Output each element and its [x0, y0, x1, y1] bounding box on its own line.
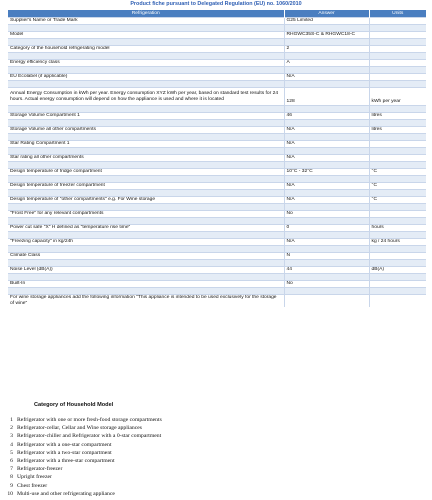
list-item-number: 8	[10, 474, 13, 481]
row-label: Noise Level (dB(A))	[8, 267, 284, 274]
list-item-text: Refrigerator with a one-star compartment	[17, 441, 112, 448]
table-row	[8, 253, 426, 260]
list-item	[6, 465, 336, 473]
row-label: Power cut safe "X" H defined as "temperature rise time"	[8, 225, 284, 232]
list-item-text: Multi-use and other refrigerating appliance	[17, 490, 115, 497]
row-label: "Frost Free" for any relevant compartments	[8, 211, 284, 218]
table-row	[8, 32, 426, 39]
table-row	[8, 211, 426, 218]
row-unit: litres	[369, 127, 426, 134]
row-answer	[284, 176, 369, 183]
row-answer	[284, 39, 369, 46]
row-answer: N/A	[284, 74, 369, 81]
row-label: Climate Class	[8, 253, 284, 260]
row-answer: RHGWC35S-C & RHGWC18-C	[284, 32, 369, 39]
category-section-title: Category of Household Model	[34, 402, 114, 408]
row-answer: 44	[284, 267, 369, 274]
list-item-number: 4	[10, 441, 13, 448]
table-row	[8, 267, 426, 274]
table-row	[8, 183, 426, 190]
row-label: Storage Volume all other compartments	[8, 127, 284, 134]
row-answer	[284, 190, 369, 197]
table-row	[8, 246, 426, 253]
list-item-number: 6	[10, 458, 13, 465]
row-label	[8, 232, 284, 239]
row-answer	[284, 218, 369, 225]
list-item-text: Refrigerator-freezer	[17, 466, 63, 473]
table-row	[8, 190, 426, 197]
row-unit	[369, 81, 426, 88]
product-fiche-table	[8, 10, 426, 307]
row-answer	[284, 81, 369, 88]
table-row	[8, 162, 426, 169]
row-unit	[369, 39, 426, 46]
row-label	[8, 176, 284, 183]
row-unit	[369, 25, 426, 32]
row-answer: N/A	[284, 183, 369, 190]
row-answer	[284, 120, 369, 127]
table-row	[8, 46, 426, 53]
row-answer	[284, 246, 369, 253]
row-label	[8, 39, 284, 46]
row-answer	[284, 295, 369, 308]
list-item-number: 2	[10, 425, 13, 432]
header-refrigeration: Refrigeration	[8, 10, 284, 18]
row-unit	[369, 274, 426, 281]
row-answer: N/A	[284, 141, 369, 148]
row-label: Star Rating Compartment 1	[8, 141, 284, 148]
row-unit	[369, 155, 426, 162]
table-row	[8, 81, 426, 88]
row-unit: dB(A)	[369, 267, 426, 274]
row-answer: N/A	[284, 155, 369, 162]
header-answer: Answer	[284, 10, 369, 18]
row-label	[8, 120, 284, 127]
row-label	[8, 106, 284, 113]
row-unit: °C	[369, 183, 426, 190]
row-unit	[369, 46, 426, 53]
row-label: Model	[8, 32, 284, 39]
row-label	[8, 204, 284, 211]
row-answer: N/A	[284, 239, 369, 246]
list-item-text: Upright freezer	[17, 474, 52, 481]
table-row	[8, 148, 426, 155]
table-row	[8, 88, 426, 106]
list-item-text: Refrigerator-chiller and Refrigerator with a 0-star compartment	[17, 433, 162, 440]
category-list	[6, 416, 336, 498]
row-unit: litres	[369, 113, 426, 120]
list-item	[6, 490, 336, 498]
row-label: Design temperature of fridge compartment	[8, 169, 284, 176]
list-item-number: 3	[10, 433, 13, 440]
list-item-number: 1	[10, 417, 13, 423]
table-row	[8, 74, 426, 81]
table-row	[8, 67, 426, 74]
row-answer	[284, 260, 369, 267]
row-answer	[284, 67, 369, 74]
list-item-text: Refrigerator with one or more fresh-food storage compartments	[17, 417, 162, 423]
row-answer: N/A	[284, 197, 369, 204]
row-unit	[369, 74, 426, 81]
row-answer: 10°C - 32°C	[284, 169, 369, 176]
list-item-text: Chest freezer	[17, 482, 48, 489]
page-title: Product fiche pursuant to Delegated Regulation (EU) no. 1060/2010	[130, 1, 302, 7]
list-item	[6, 482, 336, 490]
list-item-text: Refrigerator with a three-star compartment	[17, 458, 115, 465]
row-unit: kWh per year	[369, 88, 426, 106]
row-unit	[369, 18, 426, 25]
table-row	[8, 134, 426, 141]
row-label: For wine storage appliances add the following information "This appliance is intended to be used exclusively for the storage of wine"	[8, 295, 284, 308]
row-unit	[369, 141, 426, 148]
table-header-row	[8, 10, 426, 18]
row-unit	[369, 295, 426, 308]
row-unit	[369, 211, 426, 218]
row-answer: A	[284, 60, 369, 67]
row-answer: 128	[284, 88, 369, 106]
row-answer	[284, 162, 369, 169]
row-unit	[369, 253, 426, 260]
table-row	[8, 155, 426, 162]
row-unit	[369, 60, 426, 67]
row-label: Supplier's Name or Trade Mark	[8, 18, 284, 25]
row-label	[8, 288, 284, 295]
row-unit	[369, 288, 426, 295]
list-item-number: 9	[10, 482, 13, 489]
row-label: Category of the household refrigerating model	[8, 46, 284, 53]
row-label	[8, 148, 284, 155]
row-label: Built-In	[8, 281, 284, 288]
row-label	[8, 81, 284, 88]
row-label	[8, 260, 284, 267]
list-item	[6, 449, 336, 457]
row-answer: No	[284, 211, 369, 218]
row-answer	[284, 148, 369, 155]
row-unit	[369, 281, 426, 288]
list-item-text: Refrigerator-cellar, Cellar and Wine storage appliances	[17, 425, 143, 432]
row-answer: 0	[284, 225, 369, 232]
row-label	[8, 218, 284, 225]
row-answer	[284, 274, 369, 281]
row-answer	[284, 204, 369, 211]
table-row	[8, 197, 426, 204]
table-row	[8, 18, 426, 25]
row-unit	[369, 120, 426, 127]
row-label	[8, 134, 284, 141]
table-row	[8, 225, 426, 232]
table-body	[8, 18, 426, 308]
row-label	[8, 53, 284, 60]
row-unit	[369, 162, 426, 169]
row-label: Design temperature of freezer compartment	[8, 183, 284, 190]
table-row	[8, 232, 426, 239]
table-row	[8, 53, 426, 60]
table-row	[8, 120, 426, 127]
table-row	[8, 127, 426, 134]
row-unit	[369, 260, 426, 267]
row-answer: No	[284, 281, 369, 288]
table-row	[8, 274, 426, 281]
header-units: Units	[369, 10, 426, 18]
table-row	[8, 281, 426, 288]
row-label: Storage Volume Compartment 1	[8, 113, 284, 120]
row-answer	[284, 53, 369, 60]
list-item-number: 5	[10, 449, 13, 456]
row-answer	[284, 232, 369, 239]
table-row	[8, 113, 426, 120]
row-unit	[369, 32, 426, 39]
row-label	[8, 274, 284, 281]
row-answer: N/A	[284, 127, 369, 134]
row-label	[8, 67, 284, 74]
list-item	[6, 416, 336, 424]
row-unit	[369, 67, 426, 74]
table-row	[8, 295, 426, 308]
list-item	[6, 457, 336, 465]
list-item-number: 10	[7, 490, 13, 497]
row-unit	[369, 106, 426, 113]
row-unit	[369, 190, 426, 197]
list-item	[6, 473, 336, 481]
list-item	[6, 424, 336, 432]
row-unit	[369, 246, 426, 253]
row-label: EU Ecolabel (if applicable)	[8, 74, 284, 81]
row-label: "Freezing capacity" in kg/24h	[8, 239, 284, 246]
list-item-number: 7	[10, 466, 13, 473]
list-item-text: Refrigerator with a two-star compartment	[17, 449, 112, 456]
row-answer	[284, 25, 369, 32]
row-unit	[369, 232, 426, 239]
row-label	[8, 246, 284, 253]
row-unit	[369, 148, 426, 155]
row-unit: kg / 24 hours	[369, 239, 426, 246]
table-row	[8, 106, 426, 113]
table-row	[8, 25, 426, 32]
row-answer: N	[284, 253, 369, 260]
row-unit	[369, 176, 426, 183]
row-label	[8, 190, 284, 197]
table-row	[8, 239, 426, 246]
row-unit: hours	[369, 225, 426, 232]
row-label: Star rating all other compartments	[8, 155, 284, 162]
table-row	[8, 141, 426, 148]
row-label: Design temperature of "other compartments" e.g. For Wine storage	[8, 197, 284, 204]
table-row	[8, 260, 426, 267]
row-unit: °C	[369, 169, 426, 176]
row-answer	[284, 288, 369, 295]
row-unit	[369, 218, 426, 225]
list-item	[6, 432, 336, 440]
row-unit	[369, 53, 426, 60]
row-unit	[369, 134, 426, 141]
row-label	[8, 162, 284, 169]
row-answer: 2	[284, 46, 369, 53]
table-row	[8, 39, 426, 46]
row-label: Energy efficiency class	[8, 60, 284, 67]
row-label: Annual Energy Consumption in kWh per year. Energy consumption XYZ kWh per year, based on standard test results for 24 hours. Actual energy consumption will depend on how the appliance is used and where it is located	[8, 88, 284, 106]
row-answer	[284, 134, 369, 141]
row-unit	[369, 204, 426, 211]
table-row	[8, 218, 426, 225]
row-label	[8, 25, 284, 32]
table-row	[8, 288, 426, 295]
table-row	[8, 204, 426, 211]
row-answer: G25 Limited	[284, 18, 369, 25]
row-unit: °C	[369, 197, 426, 204]
list-item	[6, 441, 336, 449]
table-row	[8, 176, 426, 183]
table-row	[8, 60, 426, 67]
table-row	[8, 169, 426, 176]
row-answer: 46	[284, 113, 369, 120]
row-answer	[284, 106, 369, 113]
